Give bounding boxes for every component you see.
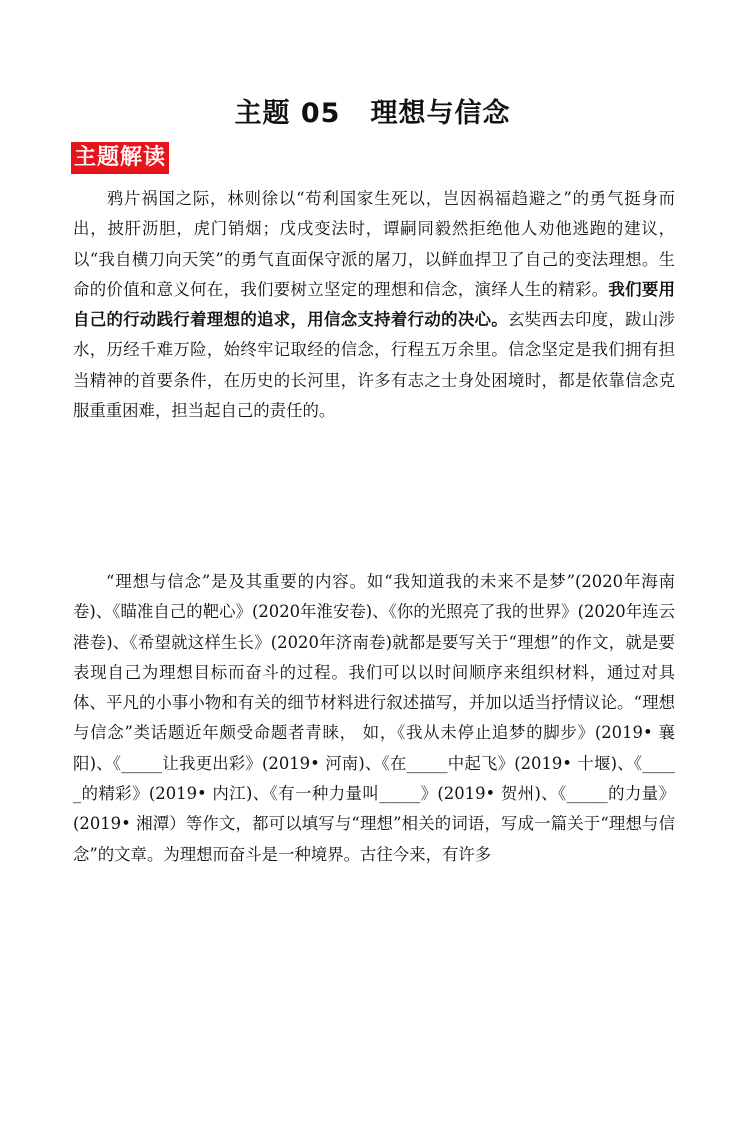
title-topic-number: 主题 05 — [234, 98, 341, 129]
paragraph-intro-text: 鸦片祸国之际，林则徐以“苟利国家生死以，岂因祸福趋避之”的勇气挺身而出，披肝沥胆，虎门销烟；戊戌变法时，谭嗣同毅然拒绝他人劝他逃跑的建议，以“我自横刀向天笑”的勇气直面保守派的屠刀，以鲜血捍卫了自己的变法理想。生命的价值和意义何在，我们要树立坚定的理想和信念，演绎人生的精彩。 — [73, 189, 675, 299]
paragraph-topic-explanation-text: “理想与信念”是及其重要的内容。如“我知道我的未来不是梦”(2020年海南卷)、《瞄准自己的靶心》(2020年淮安卷)、《你的光照亮了我的世界》(2020年连云港卷)、《希望就这样生长》(2020年济南卷)就都是要写关于“理想”的作文，就是要表现自己为理想目标而奋斗的过程。我们可以以时间顺序来组织材料，通过对具体、平凡的小事小物和有关的细节材料进行叙述描写，并加以适当抒情议论。“理想与信念”类话题近年颇受命题者青睐， 如，《我从未停止追梦的脚步》(2019• 襄阳)、《_____让我更出彩》(2019• 河南)、《在_____中起飞》(2019• 十堰)、《_____的精彩》(2019• 内江)、《有一种力量叫_____》(2019• 贺州)、《_____的力量》(2019• 湘潭）等作文，都可以填写与“理想”相关的词语，写成一篇关于“理想与信念”的文章。为理想而奋斗是一种境界。古往今来，有许多 — [73, 572, 675, 864]
title-topic-name: 理想与信念 — [370, 98, 511, 129]
page-title — [0, 94, 745, 134]
paragraph-intro — [73, 184, 675, 426]
paragraph-topic-explanation — [73, 567, 675, 870]
section-badge: 主题解读 — [71, 142, 169, 174]
paragraph-intro-text-continued: 玄奘西去印度，跋山涉水，历经千难万险，始终牢记取经的信念，行程五万余里。信念坚定是我们拥有担当精神的首要条件，在历史的长河里，许多有志之士身处困境时，都是依靠信念克服重重困难，担当起自己的责任的。 — [73, 310, 676, 421]
paragraph-intro-bold-text: 我们要用自己的行动践行着理想的追求，用信念支持着行动的决心。 — [73, 279, 676, 330]
